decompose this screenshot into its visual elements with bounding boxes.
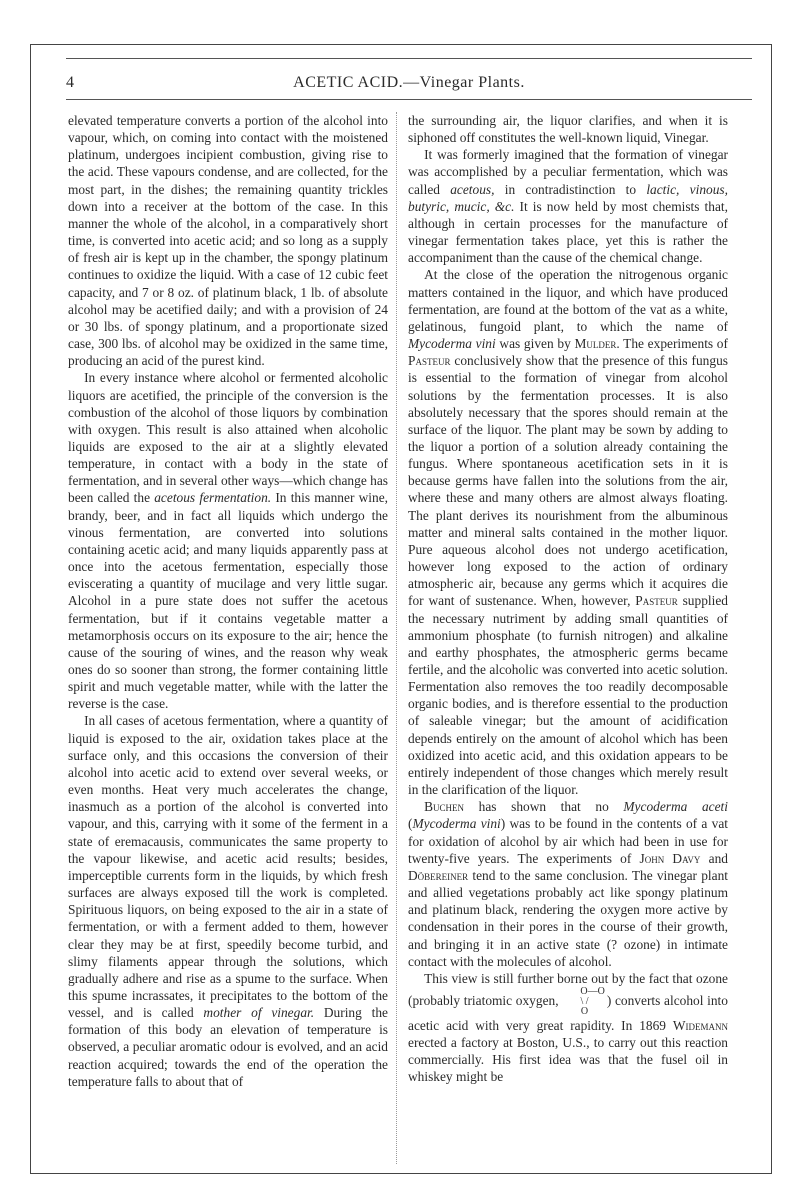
paragraph: elevated temperature converts a portion of the alcohol into vapour, which, on coming into contact with the moistened platinum, undergoes incipient combustion, giving rise to the acid. These vapours condense, and are collected, for the most part, in the dishes; the remaining quantity trickles down into a receiver at the bottom of the case. In this manner the whole of the alcohol, in a comparatively short time, is converted into acetic acid; and so long as a supply of fresh air is kept up in the chamber, the spongy platinum continues to oxidize the liquid. With a case of 12 cubic feet capacity, and 7 or 8 oz. of platinum black, 1 lb. of absolute alcohol may be acetified daily; and with a provision of 24 or 30 lbs. of spongy platinum, and a proportionate sized case, 300 lbs. of alcohol may be oxidized in the same time, producing an acid of the purest kind. (68, 113, 388, 369)
italic-term: acetous, (450, 181, 495, 197)
paragraph: the surrounding air, the liquor clarifies, and when it is siphoned off constitutes the well-known liquid, Vinegar. (408, 113, 728, 146)
paragraph: In every instance where alcohol or fermented alcoholic liquors are acetified, the principle of the conversion is the combustion of the alcohol of those liquors by combination with oxygen. This result is also attained when alcoholic liquids are exposed to the air at a slightly elevated temperature, in contact with a body in the state of fermentation, and in several other ways—which change has been called the acetous fermentation. In this manner wine, brandy, beer, and in fact all liquids which undergo the vinous fermentation, are converted into solutions containing acetic acid; and many liquids apparently pass at once into the acetous fermentation, especially those eviscerating a quantity of mucilage and very little sugar. Alcohol in a pure state does not suffer the acetous fermentation, but if it contains vegetable matter a metamorphosis occurs on its exposure to the air; hence the cause of the souring of wines, and the reason why weak ones do so sooner than strong, the former containing little spirit and much vegetable matter, while with the latter the reverse is the case. (68, 370, 388, 712)
page-number: 4 (66, 74, 74, 91)
italic-term: mother of vinegar. (203, 1005, 315, 1021)
italic-term: Mycoderma vini (412, 816, 501, 832)
running-head: ACETIC ACID.—Vinegar Plants. (293, 74, 525, 91)
header-rule (66, 99, 752, 100)
author-name: John Davy (639, 850, 701, 866)
author-name: Döbereiner (408, 867, 469, 883)
paragraph: It was formerly imagined that the formation of vinegar was accomplished by a peculiar fermentation, which was called acetous, in contradistinction to lactic, vinous, butyric, mucic, &c. It is now held by most chemists that, although in certain processes for the manufacture of vinegar fermentation takes place, yet this is rather the accompaniment than the cause of the chemical change. (408, 147, 728, 266)
right-column (408, 112, 728, 1086)
italic-term: acetous fermentation. (154, 490, 272, 506)
column-divider (396, 112, 397, 1164)
author-name: Buchen (424, 799, 465, 815)
paragraph: This view is still further borne out by the fact that ozone (probably triatomic oxygen, O—O \ / O) converts alcohol into acetic acid with very great rapidity. In 1869 Widemann erected a factory at Boston, U.S., to carry out this reaction commercially. His first idea was that the fusel oil in whiskey might be (408, 970, 728, 1085)
paragraph: At the close of the operation the nitrogenous organic matters contained in the liquor, and which have produced fermentation, are found at the bottom of the vat as a white, gelatinous, fungoid plant, to which the name of Mycoderma vini was given by Mulder. The experiments of Pasteur conclusively show that the presence of this fungus is essential to the formation of vinegar from alcohol solutions by the fermentation processes. It is also absolutely necessary that the spores should remain at the surface of the liquor. The plant may be sown by adding to the liquor a portion of a solution already containing the fungus. Where spontaneous acetification sets in it is because germs have fallen into the solutions from the air, where these and many others are almost always floating. The plant derives its nourishment from the albuminous matter and mineral salts contained in the mother liquor. Pure aqueous alcohol does not undergo acetification, however long exposed to the action of ordinary atmospheric air, because any germs which it acquires die for want of sustenance. When, however, Pasteur supplied the necessary nutriment by adding small quantities of ammonium phosphate (to furnish nitrogen) and alkaline and earthy phosphates, the atmospheric germs became fertile, and the alcoholic was converted into acetic solution. Fermentation also removes the too readily decomposable organic bodies, and is therefore essential to the production of saleable vinegar; but the amount of acidification depends entirely on the amount of alcohol which has been oxidized into acetic acid, and this oxidation appears to be entirely independent of those changes which merely result in the clarification of the liquor. (408, 267, 728, 798)
page-header (66, 74, 752, 96)
author-name: Pasteur (635, 593, 678, 609)
italic-term: Mycoderma vini (408, 336, 496, 352)
italic-term: lactic, vinous, butyric, mucic, &c. (408, 181, 728, 214)
left-column (68, 112, 388, 1090)
author-name: Widemann (672, 1017, 728, 1033)
author-name: Pasteur (408, 353, 451, 369)
paragraph: Buchen has shown that no Mycoderma aceti (Mycoderma vini) was to be found in the contents of a vat for oxidation of alcohol by air which had been in use for twenty-five years. The experiments of John Davy and Döbereiner tend to the same conclusion. The vinegar plant and allied vegetations probably act like spongy platinum and platinum black, rendering the oxygen more active by condensation in their pores in the course of their growth, and bringing it in an active state (? ozone) in intimate contact with the molecules of alcohol. (408, 799, 728, 969)
paragraph: In all cases of acetous fermentation, where a quantity of liquid is exposed to the air, oxidation takes place at the surface only, and this occasions the conversion of their alcohol into acetic acid to extend over several weeks, or even months. Heat very much accelerates the change, inasmuch as a portion of the alcohol is converted into vapour, and this, carrying with it some of the ferment in a state of eremacausis, communicates the same property to the vapour likewise, and acetic acid results; besides, imperceptible currents form in the liquids, by which fresh surfaces are always exposed till the work is completed. Spirituous liquors, on being exposed to the air in a state of fermentation, or with a ferment added to them, however clear they may be at first, speedily become turbid, and slimy filaments appear through the solutions, which gradually adhere and rise as a spume to the surface. When this spume incrassates, it precipitates to the bottom of the vessel, and is called mother of vinegar. During the formation of this body an elevation of temperature is observed, a peculiar aromatic odour is evolved, and an acid reaction acquired; towards the end of the operation the temperature falls to about that of (68, 713, 388, 1089)
ozone-formula: O—O \ / O (580, 985, 605, 1017)
top-rule (66, 58, 752, 59)
italic-term: Mycoderma aceti (623, 799, 728, 815)
author-name: Mulder. (574, 336, 620, 352)
